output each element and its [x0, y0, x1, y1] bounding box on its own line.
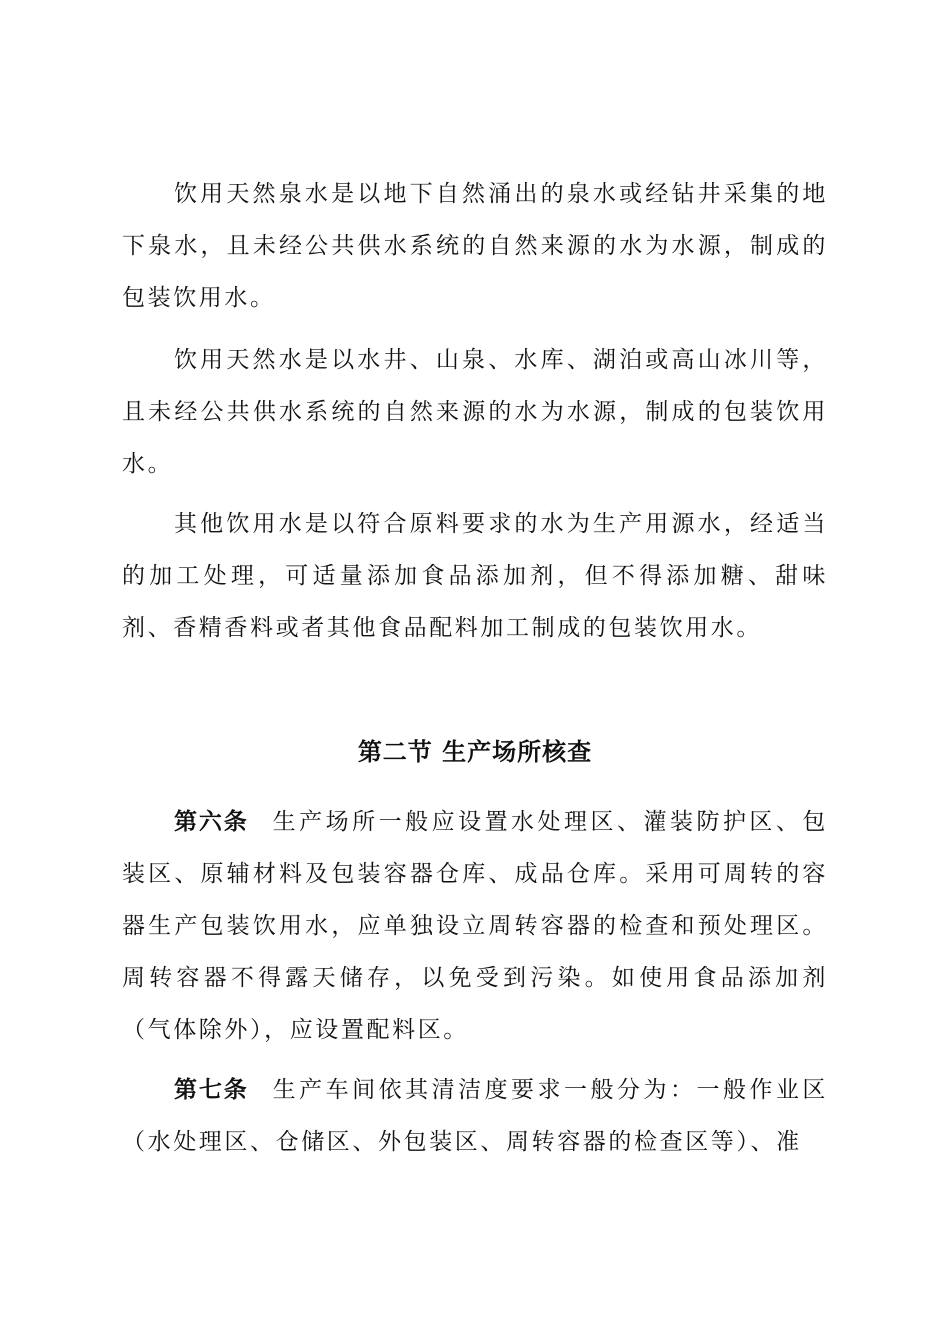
article-six-text: 生产场所一般应设置水处理区、灌装防护区、包装区、原辅材料及包装容器仓库、成品仓库。采用可周转的容器生产包装饮用水，应单独设立周转容器的检查和预处理区。周转容器不得露天储存，以免受到污染。如使用食品添加剂（气体除外），应设置配料区。: [122, 809, 829, 1043]
paragraph-natural-water: 饮用天然水是以水井、山泉、水库、湖泊或高山冰川等，且未经公共供水系统的自然来源的水为水源，制成的包装饮用水。: [122, 347, 828, 477]
article-six: [122, 796, 828, 1056]
paragraph-natural-spring-water: 饮用天然泉水是以地下自然涌出的泉水或经钻井采集的地下泉水，且未经公共供水系统的自然来源的水为水源，制成的包装饮用水。: [122, 181, 828, 311]
article-six-label: 第六条: [174, 808, 249, 835]
article-seven-label: 第七条: [174, 1076, 249, 1103]
article-seven-text: 生产车间依其清洁度要求一般分为：一般作业区（水处理区、仓储区、外包装区、周转容器的检查区等）、准: [122, 1077, 829, 1155]
paragraph-other-drinking-water: 其他饮用水是以符合原料要求的水为生产用源水，经适当的加工处理，可适量添加食品添加剂，但不得添加糖、甜味剂、香精香料或者其他食品配料加工制成的包装饮用水。: [122, 511, 828, 641]
article-seven: [122, 1064, 828, 1168]
section-heading: 第二节 生产场所核查: [357, 737, 593, 766]
